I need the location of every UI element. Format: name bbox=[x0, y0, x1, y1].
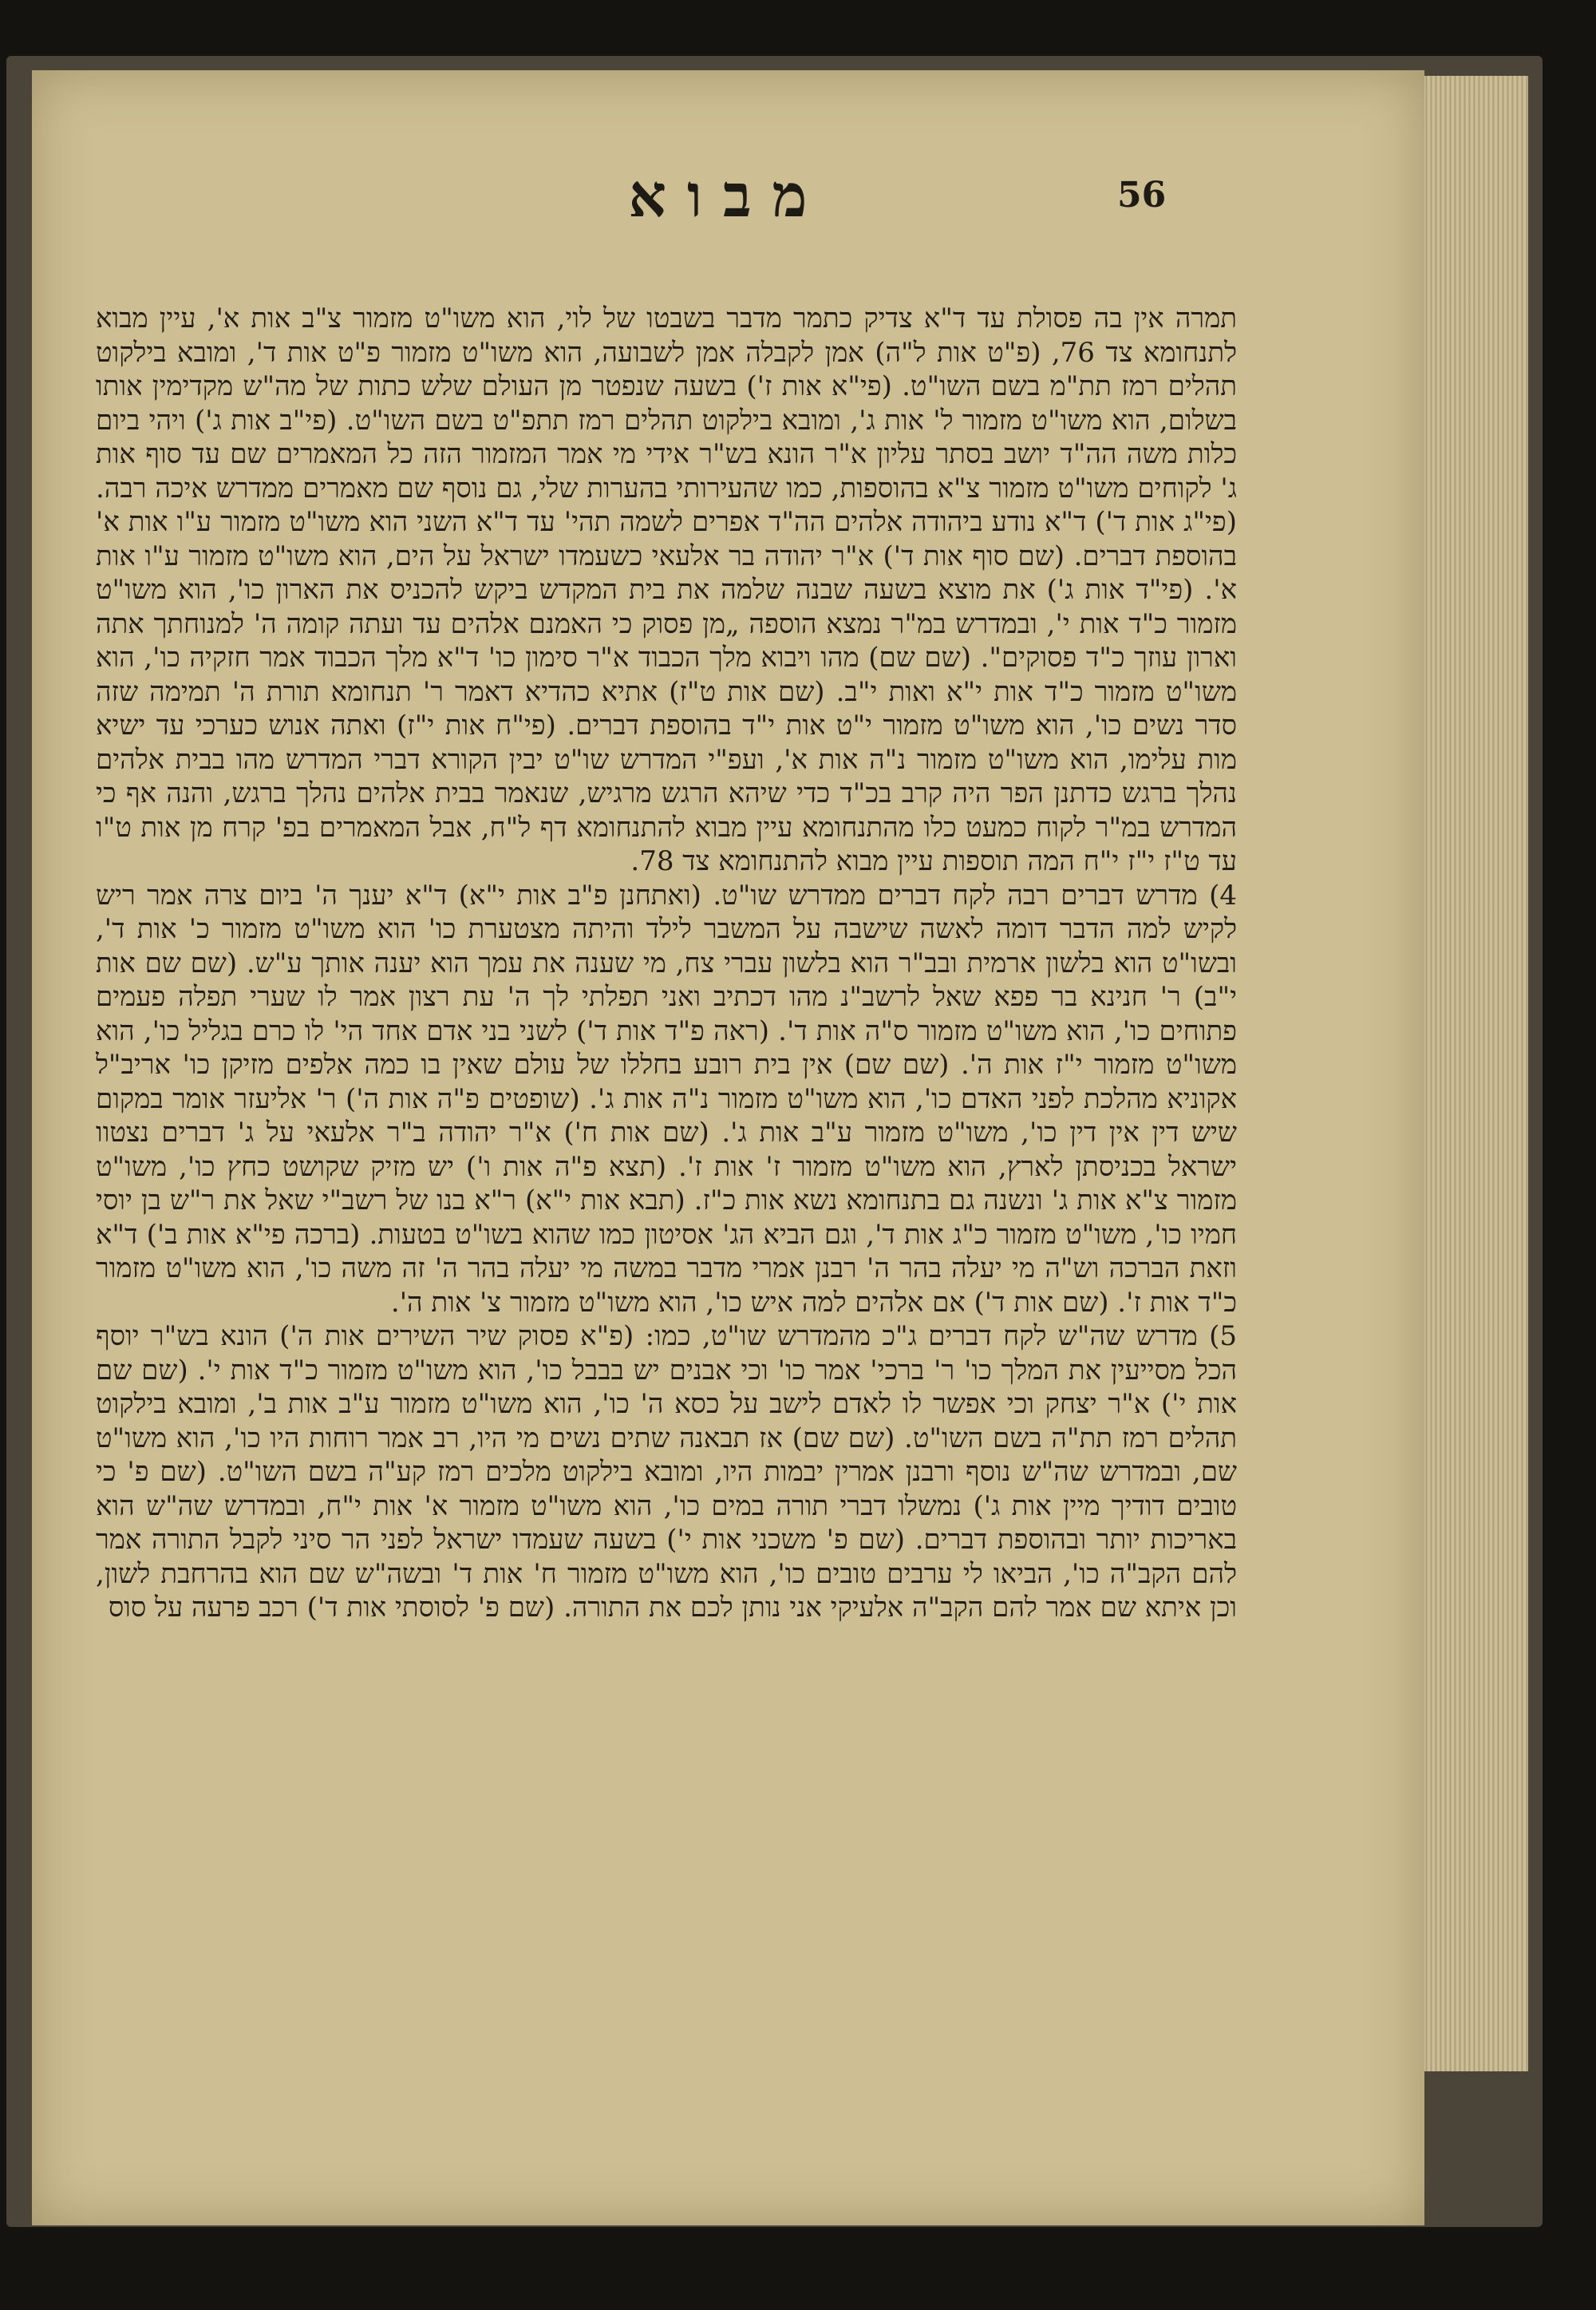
paragraph-5-shir-hashirim: 5) מדרש שה"ש לקח דברים ג"כ מהמדרש שו"ט, כמו: (פ"א פסוק שיר השירים אות ה') הונא בש"ר יוסף הכל מסייעין את המלך כו' ר' ברכי' אמר כו' וכי אבנים יש בבבל כו', הוא משו"ט מזמור כ"ד אות י'. (שם שם אות י') א"ר יצחק וכי אפשר לו לאדם לישב על כסא ה' כו', הוא משו"ט מזמור ע"ב אות ב', ומובא בילקוט תהלים רמז תת"ה בשם השו"ט. (שם שם) אז תבאנה שתים נשים מי היו, רב אמר רוחות היו כו', הוא משו"ט שם, ובמדרש שה"ש נוסף ורבנן אמרין יבמות היו, ומובא בילקוט מלכים רמז קע"ה בשם השו"ט. (שם פ' כי טובים דודיך מיין אות ג') נמשלו דברי תורה במים כו', הוא משו"ט מזמור א' אות י"ח, ובמדרש שה"ש הוא באריכות יותר ובהוספת דברים. (שם פ' משכני אות י') בשעה שעמדו ישראל לפני הר סיני לקבל התורה אמר להם הקב"ה כו', הביאו לי ערבים טובים כו', הוא משו"ט מזמור ח' אות ד' ובשה"ש שם הוא בהרחבת לשון, וכן איתא שם אמר להם הקב"ה אלעיקי אני נותן לכם את התורה. (שם פ' לסוסתי אות ד') רכב פרעה על סוס bbox=[96, 1320, 1237, 1624]
paragraph-4-devarim-rabbah: 4) מדרש דברים רבה לקח דברים ממדרש שו"ט. (ואתחנן פ"ב אות י"א) ד"א יענך ה' ביום צרה אמר ריש לקיש למה הדבר דומה לאשה שישבה על המשבר לילד והיתה מצטערת כו' הוא משו"ט מזמור כ' אות ד', ובשו"ט הוא בלשון ארמית ובב"ר הוא בלשון עברי צח, מי שענה את עמך הוא יענה אותך ע"ש. (שם שם אות י"ב) ר' חנינא בר פפא שאל לרשב"נ מהו דכתיב ואני תפלתי לך ה' עת רצון אמר לו שערי תפלה פעמים פתוחים כו', הוא משו"ט מזמור ס"ה אות ד'. (ראה פ"ד אות ד') לשני בני אדם אחד הי' לו כרם בגליל כו', הוא משו"ט מזמור י"ז אות ה'. (שם שם) אין בית רובע בחללו של עולם שאין בו כמה אלפים מזיקן כו' אריב"ל אקוניא מהלכת לפני האדם כו', הוא משו"ט מזמור נ"ה אות ג'. (שופטים פ"ה אות ה') ר' אליעזר אומר במקום שיש דין אין דין כו', משו"ט מזמור ע"ב אות ג'. (שם אות ח') א"ר יהודה ב"ר אלעאי על ג' דברים נצטוו ישראל בכניסתן לארץ, הוא משו"ט מזמור ז' אות ז'. (תצא פ"ה אות ו') יש מזיק שקושט כחץ כו', משו"ט מזמור צ"א אות ג' ונשנה גם בתנחומא נשא אות כ"ז. (תבא אות י"א) ר"א בנו של רשב"י שאל את ר"ש בן יוסי חמיו כו', משו"ט מזמור כ"ג אות ד', וגם הביא הג' אסיטון כמו שהוא בשו"ט בטעות. (ברכה פי"א אות ב') ד"א וזאת הברכה וש"ה מי יעלה בהר ה' רבנן אמרי מדבר במשה מי יעלה בהר ה' זה משה כו', הוא משו"ט מזמור כ"ד אות ז'. (שם אות ד') אם אלהים למה איש כו', הוא משו"ט מזמור צ' אות ה'. bbox=[96, 879, 1237, 1319]
running-title: מבוא bbox=[628, 162, 828, 231]
body-text bbox=[96, 302, 1237, 1625]
page-header bbox=[32, 162, 1424, 258]
page-number: 56 bbox=[1117, 175, 1167, 216]
page-edges bbox=[1416, 76, 1528, 2071]
paragraph-continuation: תמרה אין בה פסולת עד ד"א צדיק כתמר מדבר בשבטו של לוי, הוא משו"ט מזמור צ"ב אות א', עיין מבוא לתנחומא צד 76, (פ"ט אות ל"ה) אמן לקבלה אמן לשבועה, הוא משו"ט מזמור פ"ט אות ד', ומובא בילקוט תהלים רמז תת"מ בשם השו"ט. (פי"א אות ז') בשעה שנפטר מן העולם שלש כתות של מה"ש מקדימין אותו בשלום, הוא משו"ט מזמור ל' אות ג', ומובא בילקוט תהלים רמז תתפ"ט בשם השו"ט. (פי"ב אות ג') ויהי ביום כלות משה הה"ד יושב בסתר עליון א"ר הונא בש"ר אידי מי אמר המזמור הזה כל המאמרים שם עד סוף אות ג' לקוחים משו"ט מזמור צ"א בהוספות, כמו שהעירותי בהערות שלי, גם נוסף שם מאמרים ממדרש איכה רבה. (פי"ג אות ד') ד"א נודע ביהודה אלהים הה"ד אפרים לשמה תהי' עד ד"א השני הוא משו"ט מזמור ע"ו אות א' בהוספת דברים. (שם סוף אות ד') א"ר יהודה בר אלעאי כשעמדו ישראל על הים, הוא משו"ט מזמור ע"ו אות א'. (פי"ד אות ג') את מוצא בשעה שבנה שלמה את בית המקדש ביקש להכניס את הארון כו', הוא משו"ט מזמור כ"ד אות י', ובמדרש במ"ר נמצא הוספה „מן פסוק כי האמנם אלהים עד ועתה קומה ה' למנוחתך אתה וארון עוזך כ"ד פסוקים". (שם שם) מהו ויבוא מלך הכבוד א"ר סימון כו' ד"א מלך הכבוד אמר חזקיה כו', הוא משו"ט מזמור כ"ד אות י"א ואות י"ב. (שם אות ט"ז) אתיא כהדיא דאמר ר' תנחומא תורת ה' תמימה שזה סדר נשים כו', הוא משו"ט מזמור י"ט אות י"ד בהוספת דברים. (פי"ח אות י"ז) ואתה אנוש כערכי עד ישיא מות עלימו, הוא משו"ט מזמור נ"ה אות א', ועפ"י המדרש שו"ט יבין הקורא דברי המדרש מהו בבית אלהים נהלך ברגש כדתנן הפר היה קרב בכ"ד כדי שיהא הרגש מרגיש, שנאמר בבית אלהים נהלך ברגש, והנה אף כי המדרש במ"ר לקוח כמעט כלו מהתנחומא עיין מבוא להתנחומא דף ל"ח, אבל המאמרים בפ' קרח מן אות ט"ו עד ט"ז י"ז י"ח המה תוספות עיין מבוא להתנחומא צד 78. bbox=[96, 303, 1238, 877]
book-page bbox=[32, 70, 1424, 2225]
